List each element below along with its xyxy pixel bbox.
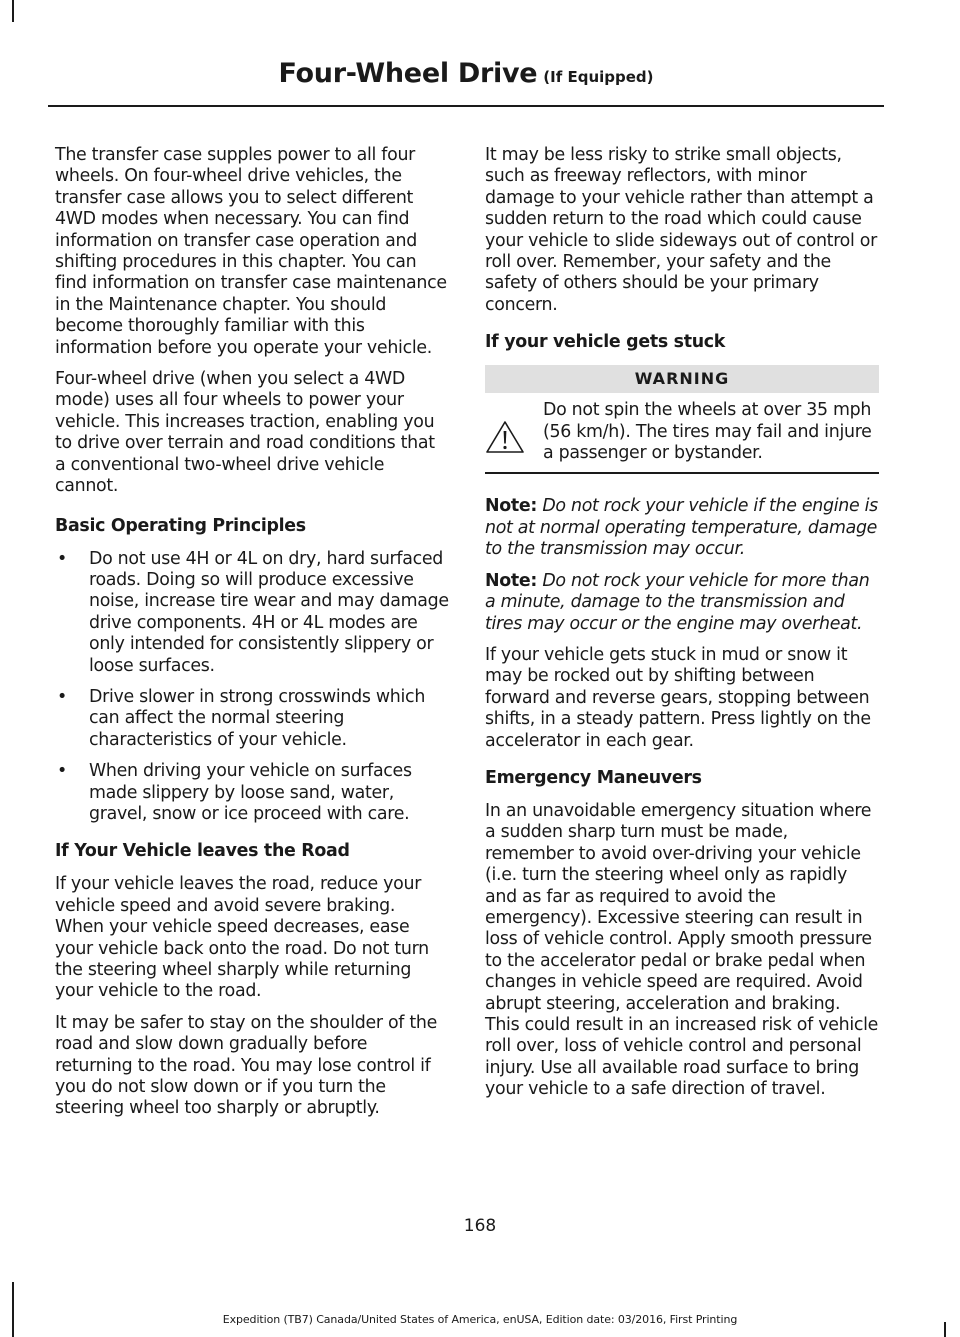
paragraph: The transfer case supples power to all four wheels. On four-wheel drive vehicles, the transfer case allows you to select different 4WD modes when necessary. You can find information on transfer case operation and shifting procedures in this chapter. You can find information on transfer case maintenance in the Maintenance chapter. You should become thoroughly familiar with this information before you operate your vehicle. [55,145,447,358]
bullet-icon: • [57,761,67,782]
paragraph: It may be less risky to strike small objects, such as freeway reflectors, with minor damage to your vehicle rather than attempt a sudden return to the road which could cause your vehicle to slide sideways out of control or roll over. Remember, your safety and the safety of others should be your primary concern. [485,145,877,315]
section-heading: If your vehicle gets stuck [485,332,726,353]
section-heading: If Your Vehicle leaves the Road [55,841,350,862]
right-column [485,145,879,1111]
note-text: Do not rock your vehicle for more than a minute, damage to the transmission and tires may occur or the engine may overheat. [485,570,870,634]
section-heading: Emergency Maneuvers [485,767,702,788]
header-rule [48,105,884,107]
page-header [48,58,884,89]
left-column [55,145,449,1130]
chapter-subtitle: (If Equipped) [543,68,654,86]
bullet-list [55,549,449,826]
warning-label: WARNING [485,365,879,393]
warning-triangle-icon [485,400,541,460]
note [485,496,879,560]
list-item: • Do not use 4H or 4L on dry, hard surfaced roads. Doing so will produce excessive noise, increase tire wear and may damage drive components. 4H or 4L modes are only intended for consistently slippery or loose surfaces. [57,548,449,676]
list-item: • Drive slower in strong crosswinds which can affect the normal steering characteristics of your vehicle. [57,686,426,750]
chapter-title: Four-Wheel Drive [278,58,538,89]
crop-mark-top-left [12,0,14,22]
section-heading: Basic Operating Principles [55,515,306,536]
paragraph: If your vehicle gets stuck in mud or snow it may be rocked out by shifting between forward and reverse gears, stopping between shifts, in a steady pattern. Press lightly on the accelerator in each gear. [485,644,871,751]
crop-mark-bottom-left [12,1282,14,1337]
paragraph: Four-wheel drive (when you select a 4WD mode) uses all four wheels to power your vehicle. This increases traction, enabling you to drive over terrain and road conditions that a conventional two-wheel drive vehicle cannot. [55,369,435,497]
paragraph: In an unavoidable emergency situation where a sudden sharp turn must be made, remember to avoid over-driving your vehicle (i.e. turn the steering wheel only as rapidly and as far as required to avoid the emergency). Excessive steering can result in loss of vehicle control. Apply smooth pressure to the accelerator pedal or brake pedal when changes in vehicle speed are required. Avoid abrupt steering, acceleration and braking. This could result in an increased risk of vehicle roll over, loss of vehicle control and personal injury. Use all available road surface to bring your vehicle to a safe direction of travel. [485,800,879,1100]
note-label: Note: [485,496,538,517]
note [485,571,879,635]
paragraph: It may be safer to stay on the shoulder of the road and slow down gradually before returning to the road. You may lose control if you do not slow down or if you turn the steering wheel too sharply or abruptly. [55,1012,437,1119]
warning-box [485,365,879,474]
bullet-icon: • [57,548,67,569]
page-number: 168 [463,1216,497,1236]
list-item: • When driving your vehicle on surfaces made slippery by loose sand, water, gravel, snow or ice proceed with care. [57,761,412,824]
warning-rule [485,472,879,474]
bullet-icon: • [57,686,67,707]
paragraph: If your vehicle leaves the road, reduce your vehicle speed and avoid severe braking. When your vehicle speed decreases, ease your vehicle back onto the road. Do not turn the steering wheel sharply while returning your vehicle to the road. [55,874,429,1002]
warning-text: Do not spin the wheels at over 35 mph (56 km/h). The tires may fail and injure a passenger or bystander. [543,400,872,464]
footer-text: Expedition (TB7) Canada/United States of America, enUSA, Edition date: 03/2016, First Printing [222,1313,738,1326]
note-text: Do not rock your vehicle if the engine is not at normal operating temperature, damage to the transmission may occur. [485,496,878,560]
note-label: Note: [485,570,538,591]
